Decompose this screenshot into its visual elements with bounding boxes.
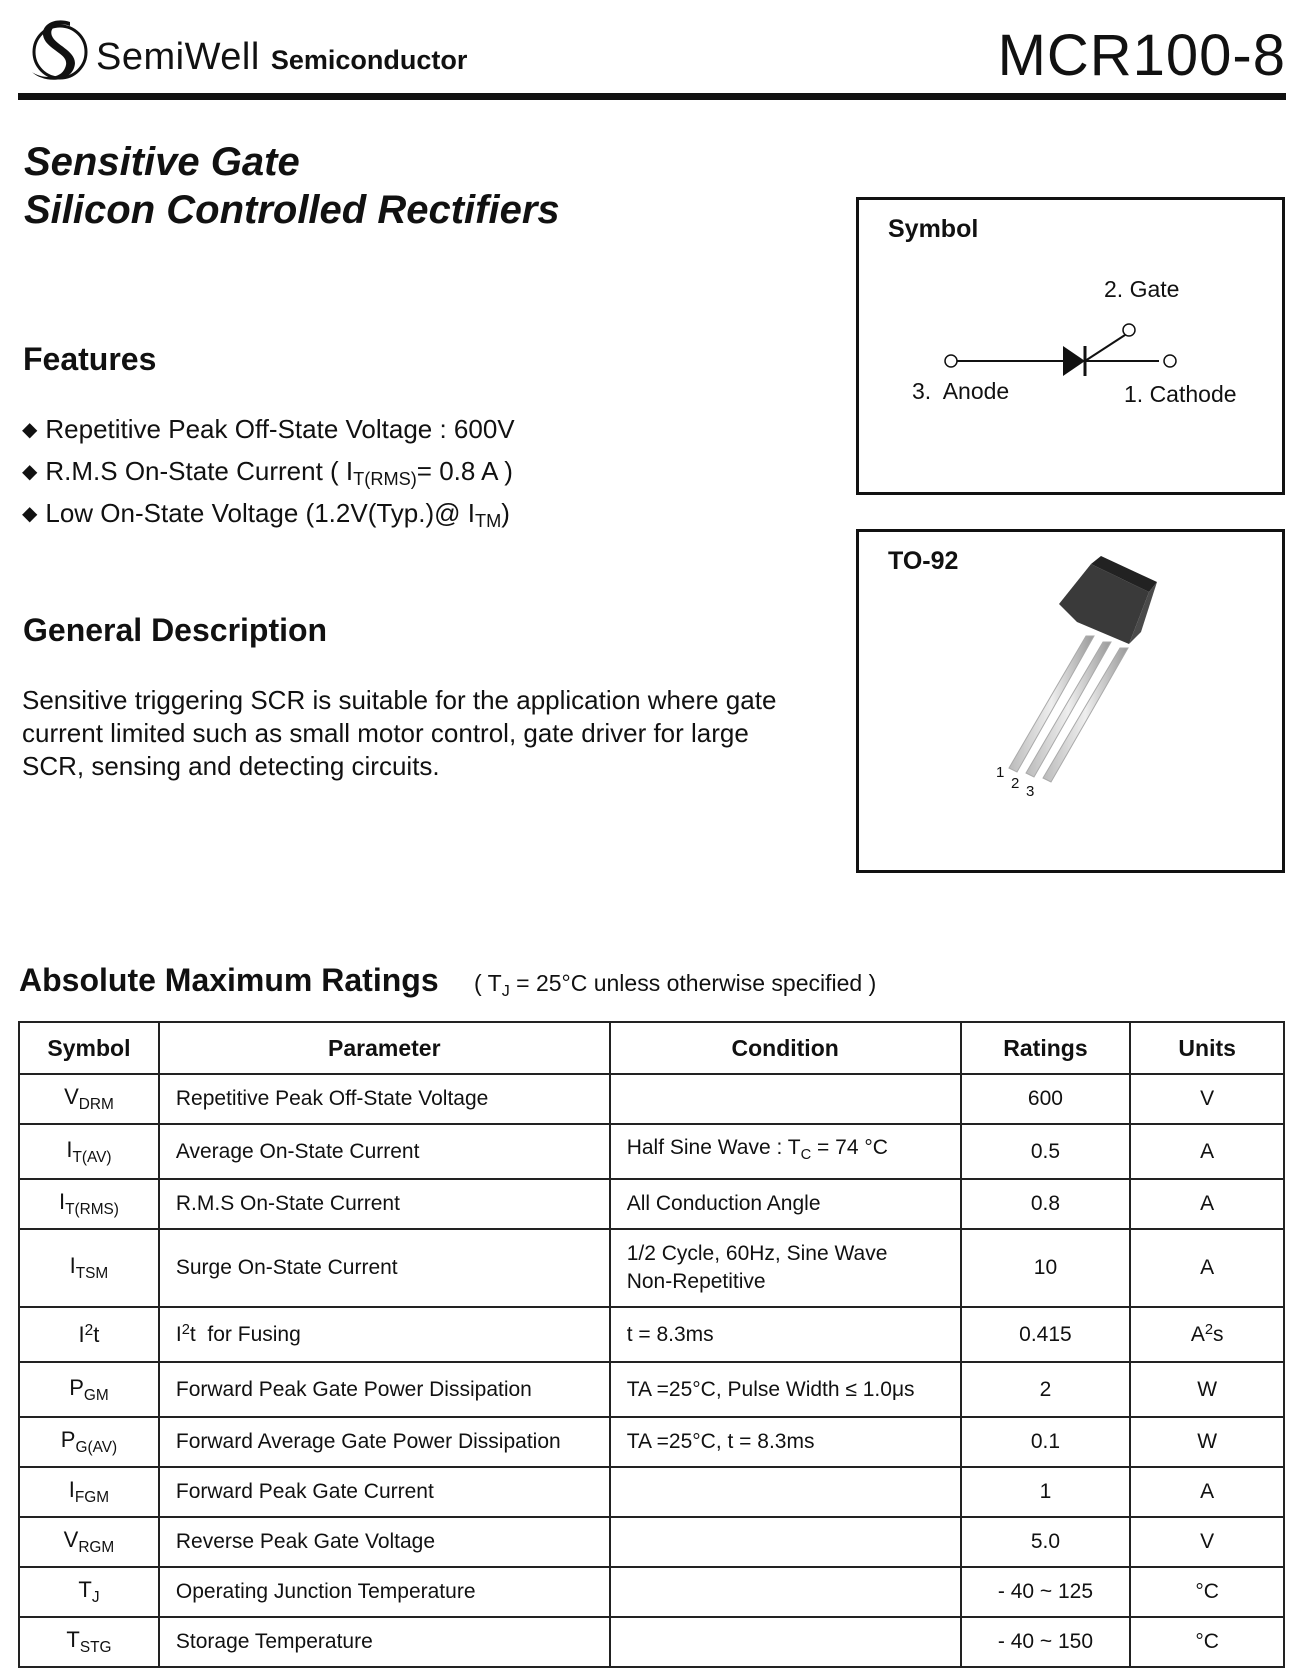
- feature-symbol: I: [345, 456, 354, 486]
- parameter-cell: [159, 1179, 610, 1229]
- parameter-text: Average On-State Current: [175, 1139, 420, 1163]
- gate-label: 2. Gate: [1104, 276, 1180, 302]
- unit-cell: [1130, 1179, 1284, 1229]
- rating-value: - 40 ~ 125: [961, 1567, 1131, 1617]
- ratings-heading: Absolute Maximum Ratings: [19, 962, 439, 998]
- symbol-main: I: [58, 1189, 66, 1214]
- cathode-label: 1. Cathode: [1124, 381, 1237, 407]
- condition-cell: [610, 1074, 961, 1124]
- condition-sub: C: [800, 1147, 812, 1163]
- parameter-text: Forward Average Gate Power Dissipation: [175, 1430, 561, 1453]
- symbol-main: I: [68, 1477, 75, 1502]
- symbol-main: V: [63, 1527, 79, 1552]
- package-box-title: TO-92: [888, 547, 959, 575]
- symbol-box: [856, 197, 1285, 495]
- symbol-sub: TSM: [75, 1265, 109, 1282]
- parameter-text: Reverse Peak Gate Voltage: [175, 1530, 436, 1553]
- semiwell-logo: [22, 12, 92, 82]
- description-text: Sensitive triggering SCR is suitable for the application where gate current limited such as small motor control, gate driver for large SCR, sensing and detecting circuits.: [22, 685, 777, 781]
- symbol-main: V: [64, 1084, 79, 1109]
- unit-cell: [1130, 1124, 1284, 1179]
- symbol-cell: [19, 1417, 159, 1467]
- brand-name: [96, 36, 467, 79]
- symbol-sub: GM: [83, 1386, 109, 1404]
- unit-text: A: [1200, 1256, 1215, 1279]
- condition-cell: [610, 1467, 961, 1517]
- ratings-body: [19, 1074, 1284, 1667]
- condition-cell: [610, 1307, 961, 1362]
- unit-text: A: [1190, 1323, 1205, 1346]
- condition-line-2: Non-Repetitive: [626, 1270, 766, 1293]
- table-row: [19, 1179, 1284, 1229]
- unit-cell: [1130, 1517, 1284, 1567]
- condition-text: Half Sine Wave : T: [626, 1136, 801, 1159]
- unit-cell: [1130, 1362, 1284, 1417]
- condition-line: [627, 1190, 944, 1218]
- rating-value: 1: [961, 1467, 1131, 1517]
- unit-text: V: [1200, 1530, 1215, 1553]
- unit-cell: [1130, 1567, 1284, 1617]
- symbol-cell: [19, 1517, 159, 1567]
- parameter-cell: [159, 1567, 610, 1617]
- symbol-sub: DRM: [78, 1096, 114, 1113]
- symbol-sub: STG: [79, 1639, 112, 1656]
- symbol-sub: T(AV): [72, 1148, 112, 1166]
- feature-item: [22, 454, 515, 496]
- feature-symbol-sub: T(RMS): [353, 469, 417, 489]
- symbol-cell: [19, 1467, 159, 1517]
- symbol-post: t: [93, 1321, 100, 1347]
- parameter-text: Surge On-State Current: [175, 1256, 398, 1279]
- feature-text-post: ): [501, 498, 510, 528]
- parameter-cell: [159, 1362, 610, 1417]
- ratings-note-sub: J: [501, 982, 510, 1000]
- symbol-main: P: [69, 1374, 84, 1400]
- condition-line: [627, 1321, 944, 1349]
- bullet-diamond-icon: ◆: [22, 503, 38, 525]
- table-row: [19, 1417, 1284, 1467]
- table-row: [19, 1124, 1284, 1179]
- symbol-cell: [19, 1124, 159, 1179]
- parameter-cell: [159, 1307, 610, 1362]
- parameter-text: Forward Peak Gate Power Dissipation: [175, 1377, 532, 1401]
- table-row: [19, 1307, 1284, 1362]
- features-heading: Features: [23, 341, 157, 377]
- feature-text: Repetitive Peak Off-State Voltage : 600V: [45, 414, 515, 444]
- condition-text: t = 8.3ms: [626, 1322, 714, 1346]
- doc-title-line2: Silicon Controlled Rectifiers: [24, 188, 560, 232]
- unit-text: A: [1200, 1480, 1215, 1503]
- symbol-cell: [19, 1307, 159, 1362]
- rating-value: 0.5: [961, 1124, 1131, 1179]
- parameter-cell: [159, 1417, 610, 1467]
- part-number: MCR100-8: [997, 23, 1286, 88]
- table-row: [19, 1567, 1284, 1617]
- parameter-cell: [159, 1124, 610, 1179]
- parameter-text: Operating Junction Temperature: [175, 1580, 476, 1603]
- unit-cell: [1130, 1229, 1284, 1307]
- condition-post: = 74 °C: [811, 1136, 888, 1159]
- unit-text: °C: [1195, 1580, 1219, 1603]
- parameter-pre: I: [175, 1323, 182, 1346]
- table-row: [19, 1362, 1284, 1417]
- symbol-main: T: [66, 1627, 80, 1652]
- condition-text: TA =25°C, t = 8.3ms: [626, 1430, 815, 1453]
- bullet-diamond-icon: ◆: [22, 419, 38, 441]
- feature-symbol-sub: TM: [475, 511, 502, 531]
- parameter-sup: 2: [181, 1322, 190, 1338]
- feature-item: [22, 412, 515, 454]
- unit-text: V: [1200, 1087, 1215, 1110]
- symbol-main: I: [69, 1253, 76, 1278]
- ratings-table: [18, 1021, 1285, 1668]
- symbol-main: T: [78, 1577, 92, 1602]
- table-row: [19, 1229, 1284, 1307]
- pin-label-1: 1: [996, 764, 1005, 781]
- scr-symbol-diagram: [859, 200, 1282, 492]
- parameter-text: Forward Peak Gate Current: [175, 1480, 434, 1503]
- col-header-condition: Condition: [610, 1022, 961, 1074]
- col-header-units: Units: [1130, 1022, 1284, 1074]
- unit-text: °C: [1195, 1630, 1219, 1653]
- unit-text: W: [1197, 1430, 1218, 1453]
- parameter-text: R.M.S On-State Current: [175, 1192, 400, 1215]
- parameter-cell: [159, 1517, 610, 1567]
- parameter-text: t for Fusing: [189, 1323, 301, 1346]
- condition-cell: [610, 1179, 961, 1229]
- symbol-sub: FGM: [74, 1489, 110, 1506]
- unit-cell: [1130, 1467, 1284, 1517]
- ratings-note: [474, 970, 876, 1001]
- unit-text: W: [1197, 1377, 1218, 1401]
- symbol-sup: 2: [84, 1321, 94, 1339]
- condition-cell: [610, 1517, 961, 1567]
- feature-text: Low On-State Voltage (1.2V(Typ.)@: [45, 498, 468, 528]
- doc-title-line1: Sensitive Gate: [24, 140, 300, 184]
- anode-label: 3. Anode: [912, 378, 1010, 404]
- condition-line: [627, 1428, 944, 1456]
- package-box: [856, 529, 1285, 873]
- symbol-main: I: [78, 1321, 85, 1347]
- unit-text: A: [1200, 1192, 1215, 1215]
- unit-text: A: [1200, 1139, 1215, 1163]
- rating-value: 10: [961, 1229, 1131, 1307]
- symbol-sub: RGM: [78, 1539, 115, 1556]
- condition-cell: [610, 1417, 961, 1467]
- feature-text-post: = 0.8 A ): [416, 456, 513, 486]
- unit-cell: [1130, 1417, 1284, 1467]
- condition-text: 1/2 Cycle, 60Hz, Sine Wave: [626, 1242, 888, 1265]
- condition-text: TA =25°C, Pulse Width ≤ 1.0μs: [626, 1377, 915, 1401]
- ratings-header-row: [19, 1022, 1284, 1074]
- unit-cell: [1130, 1074, 1284, 1124]
- symbol-sub: T(RMS): [65, 1201, 119, 1218]
- rating-value: 0.415: [961, 1307, 1131, 1362]
- ratings-note-pre: ( T: [474, 970, 502, 996]
- symbol-cell: [19, 1179, 159, 1229]
- symbol-sub: G(AV): [75, 1439, 118, 1456]
- col-header-symbol: Symbol: [19, 1022, 159, 1074]
- features-list: [22, 412, 515, 538]
- bullet-diamond-icon: ◆: [22, 461, 38, 483]
- condition-cell: [610, 1229, 961, 1307]
- symbol-cell: [19, 1074, 159, 1124]
- parameter-text: Storage Temperature: [175, 1630, 373, 1653]
- condition-cell: [610, 1567, 961, 1617]
- col-header-parameter: Parameter: [159, 1022, 610, 1074]
- symbol-box-title: Symbol: [888, 215, 979, 243]
- pin-label-3: 3: [1026, 783, 1035, 800]
- rating-value: 2: [961, 1362, 1131, 1417]
- parameter-text: Repetitive Peak Off-State Voltage: [175, 1087, 489, 1110]
- symbol-cell: [19, 1362, 159, 1417]
- description-heading: General Description: [23, 612, 328, 648]
- condition-line: [627, 1134, 944, 1169]
- condition-text: All Conduction Angle: [626, 1192, 821, 1215]
- unit-post: s: [1213, 1323, 1224, 1346]
- parameter-cell: [159, 1074, 610, 1124]
- condition-line: [627, 1376, 944, 1404]
- symbol-main: P: [60, 1427, 76, 1452]
- rating-value: 0.8: [961, 1179, 1131, 1229]
- parameter-cell: [159, 1467, 610, 1517]
- feature-item: [22, 496, 515, 538]
- unit-sup: 2: [1204, 1322, 1213, 1338]
- header-rule: [18, 93, 1286, 100]
- parameter-cell: [159, 1229, 610, 1307]
- table-row: [19, 1517, 1284, 1567]
- rating-value: 600: [961, 1074, 1131, 1124]
- condition-cell: [610, 1124, 961, 1179]
- feature-text: R.M.S On-State Current (: [45, 456, 346, 486]
- brand-text: SemiWell: [96, 36, 260, 78]
- pin-label-2: 2: [1011, 775, 1020, 792]
- symbol-main: I: [66, 1136, 73, 1162]
- table-row: [19, 1467, 1284, 1517]
- condition-line: [627, 1240, 944, 1268]
- ratings-note-post: = 25°C unless otherwise specified ): [509, 970, 877, 996]
- rating-value: 5.0: [961, 1517, 1131, 1567]
- col-header-ratings: Ratings: [961, 1022, 1131, 1074]
- symbol-sub: J: [91, 1589, 100, 1606]
- to92-package-icon: [859, 532, 1282, 870]
- rating-value: 0.1: [961, 1417, 1131, 1467]
- symbol-cell: [19, 1567, 159, 1617]
- feature-symbol: I: [467, 498, 475, 528]
- brand-sub: Semiconductor: [270, 45, 468, 75]
- table-row: [19, 1074, 1284, 1124]
- rating-value: - 40 ~ 150: [961, 1617, 1131, 1667]
- unit-cell: [1130, 1307, 1284, 1362]
- symbol-cell: [19, 1229, 159, 1307]
- condition-cell: [610, 1362, 961, 1417]
